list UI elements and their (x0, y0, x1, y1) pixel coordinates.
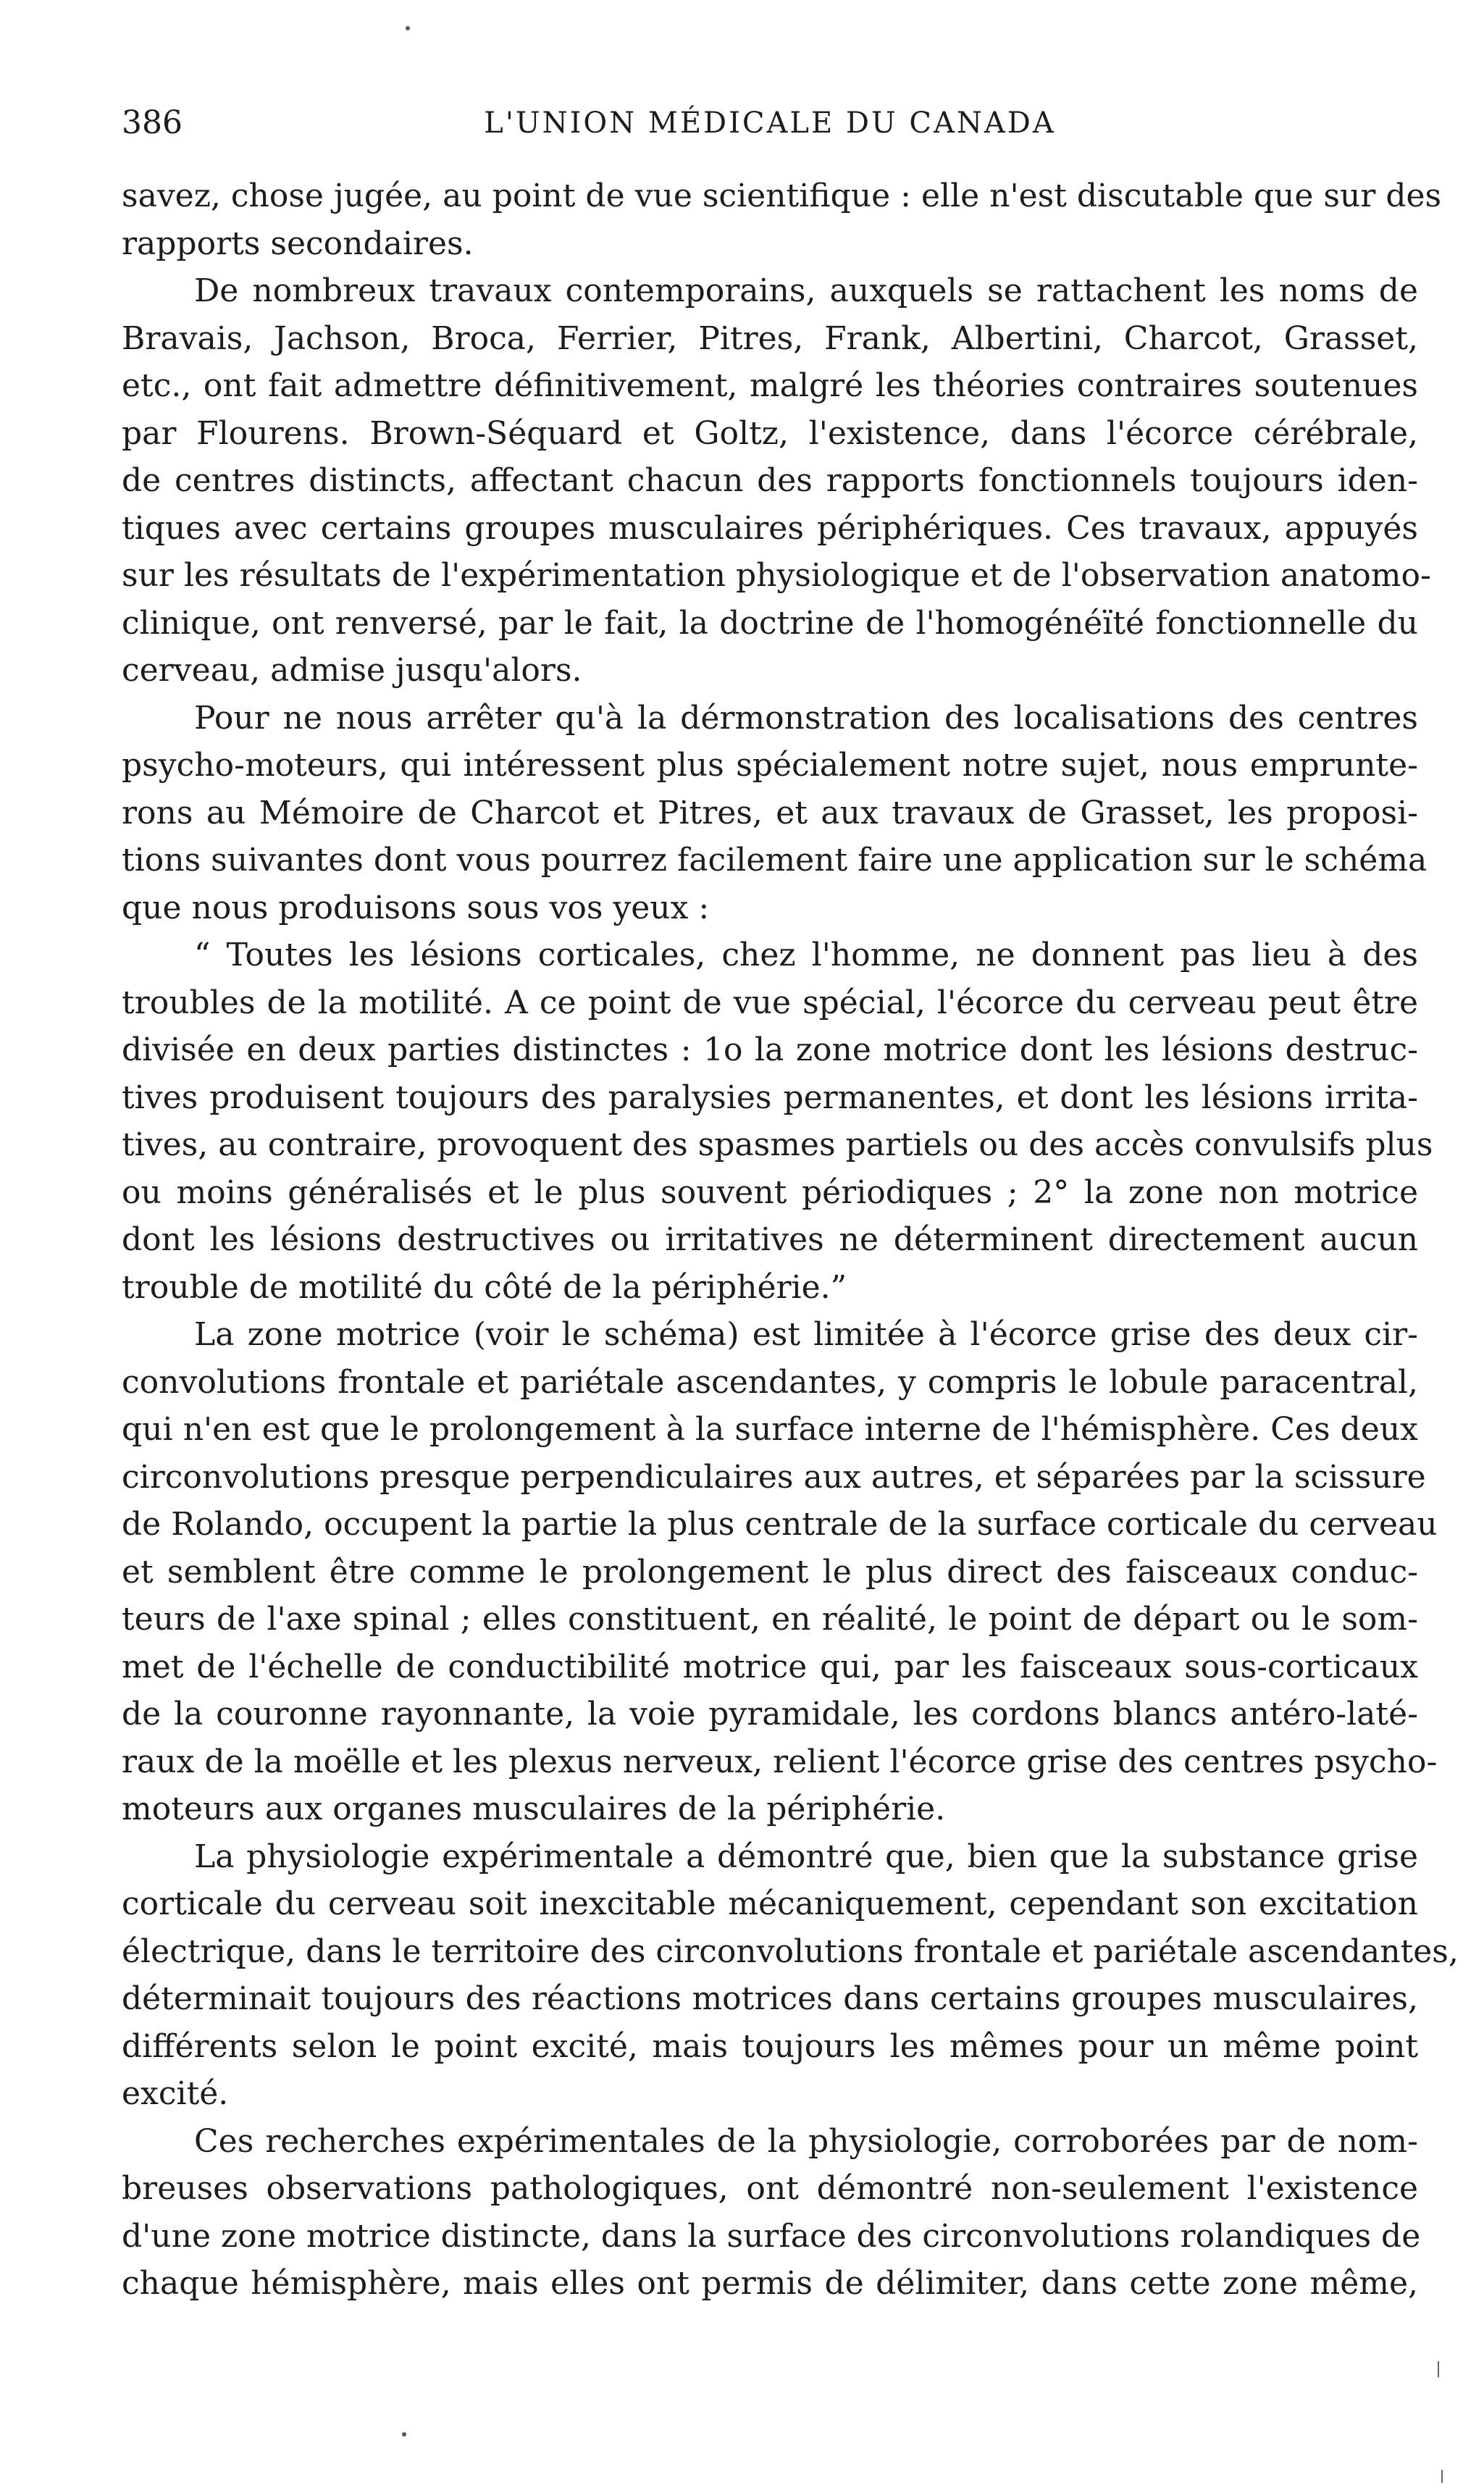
text-line: trouble de motilité du côté de la périphérie.” (122, 1268, 847, 1306)
text-line: que nous produisons sous vos yeux : (122, 889, 710, 926)
text-line: convolutions frontale et pariétale ascendantes, y compris le lobule paracentral, (122, 1363, 1418, 1401)
text-line: par Flourens. Brown-Séquard et Goltz, l'existence, dans l'écorce cérébrale, (122, 414, 1418, 452)
text-line: d'une zone motrice distincte, dans la surface des circonvolutions rolandiques de (122, 2217, 1421, 2255)
text-line: La zone motrice (voir le schéma) est limitée à l'écorce grise des deux cir- (194, 1316, 1418, 1353)
text-line: etc., ont fait admettre définitivement, malgré les théories contraires soutenues (122, 367, 1418, 404)
text-line: Ces recherches expérimentales de la physiologie, corroborées par de nom- (194, 2122, 1418, 2160)
text-line: excité. (122, 2075, 229, 2112)
text-line: tions suivantes dont vous pourrez facilement faire une application sur le schéma (122, 842, 1428, 879)
text-line: rons au Mémoire de Charcot et Pitres, et aux travaux de Grasset, les proposi- (122, 794, 1418, 832)
text-line: “ Toutes les lésions corticales, chez l'homme, ne donnent pas lieu à des (194, 937, 1418, 973)
page-number: 386 (122, 104, 183, 141)
text-line: raux de la moëlle et les plexus nerveux, relient l'écorce grise des centres psycho- (122, 1743, 1438, 1780)
text-line: psycho-moteurs, qui intéressent plus spécialement notre sujet, nous emprunte- (122, 747, 1418, 784)
text-line: rapports secondaires. (122, 225, 474, 262)
text-line: corticale du cerveau soit inexcitable mécaniquement, cependant son excitation (122, 1885, 1418, 1922)
text-line: chaque hémisphère, mais elles ont permis de délimiter, dans cette zone même, (122, 2265, 1418, 2302)
text-line: qui n'en est que le prolongement à la surface interne de l'hémisphère. Ces deux (122, 1411, 1418, 1448)
text-line: de Rolando, occupent la partie la plus centrale de la surface corticale du cerveau (122, 1506, 1438, 1543)
scan-speck (402, 2432, 406, 2437)
text-line: cerveau, admise jusqu'alors. (122, 652, 582, 689)
scan-mark (1441, 2470, 1443, 2483)
text-line: divisée en deux parties distinctes : 1o la zone motrice dont les lésions destruc- (122, 1031, 1418, 1068)
text-line: dont les lésions destructives ou irritatives ne déterminent directement aucun (122, 1221, 1418, 1258)
body-text (122, 172, 1459, 2308)
text-line: de la couronne rayonnante, la voie pyramidale, les cordons blancs antéro-laté- (122, 1696, 1418, 1733)
text-line: sur les résultats de l'expérimentation physiologique et de l'observation anatomo- (122, 557, 1431, 594)
text-line: De nombreux travaux contemporains, auxquels se rattachent les noms de (194, 272, 1418, 309)
text-line: Pour ne nous arrêter qu'à la dérmonstration des localisations des centres (194, 699, 1418, 737)
text-line: savez, chose jugée, au point de vue scientifique : elle n'est discutable que sur des (122, 177, 1442, 214)
text-line: breuses observations pathologiques, ont démontré non-seulement l'existence (122, 2170, 1418, 2207)
text-line: et semblent être comme le prolongement le plus direct des faisceaux conduc- (122, 1553, 1418, 1591)
text-line: troubles de la motilité. A ce point de vue spécial, l'écorce du cerveau peut être (122, 984, 1418, 1021)
text-line: électrique, dans le territoire des circonvolutions frontale et pariétale ascendantes, (122, 1932, 1459, 1970)
text-line: La physiologie expérimentale a démontré que, bien que la substance grise (194, 1838, 1418, 1875)
text-line: tives produisent toujours des paralysies permanentes, et dont les lésions irrita- (122, 1078, 1418, 1116)
text-line: clinique, ont renversé, par le fait, la doctrine de l'homogénéïté fonctionnelle du (122, 604, 1418, 642)
scan-speck (406, 26, 410, 30)
text-line: ou moins généralisés et le plus souvent périodiques ; 2° la zone non motrice (122, 1173, 1418, 1211)
text-line: moteurs aux organes musculaires de la périphérie. (122, 1790, 946, 1827)
running-title: L'UNION MÉDICALE DU CANADA (484, 106, 1056, 140)
text-line: Bravais, Jachson, Broca, Ferrier, Pitres, Frank, Albertini, Charcot, Grasset, (122, 319, 1418, 357)
text-line: met de l'échelle de conductibilité motrice qui, par les faisceaux sous-corticaux (122, 1648, 1418, 1685)
text-line: tives, au contraire, provoquent des spasmes partiels ou des accès convulsifs plus (122, 1126, 1433, 1163)
text-line: déterminait toujours des réactions motrices dans certains groupes musculaires, (122, 1980, 1418, 2017)
scan-mark (1438, 2361, 1439, 2377)
text-line: circonvolutions presque perpendiculaires aux autres, et séparées par la scissure (122, 1458, 1426, 1496)
text-line: de centres distincts, affectant chacun des rapports fonctionnels toujours iden- (122, 462, 1418, 499)
text-line: teurs de l'axe spinal ; elles constituent, en réalité, le point de départ ou le som- (122, 1601, 1418, 1638)
text-line: tiques avec certains groupes musculaires périphériques. Ces travaux, appuyés (122, 509, 1418, 547)
page-header (122, 101, 1418, 145)
text-line: différents selon le point excité, mais toujours les mêmes pour un même point (122, 2027, 1418, 2065)
